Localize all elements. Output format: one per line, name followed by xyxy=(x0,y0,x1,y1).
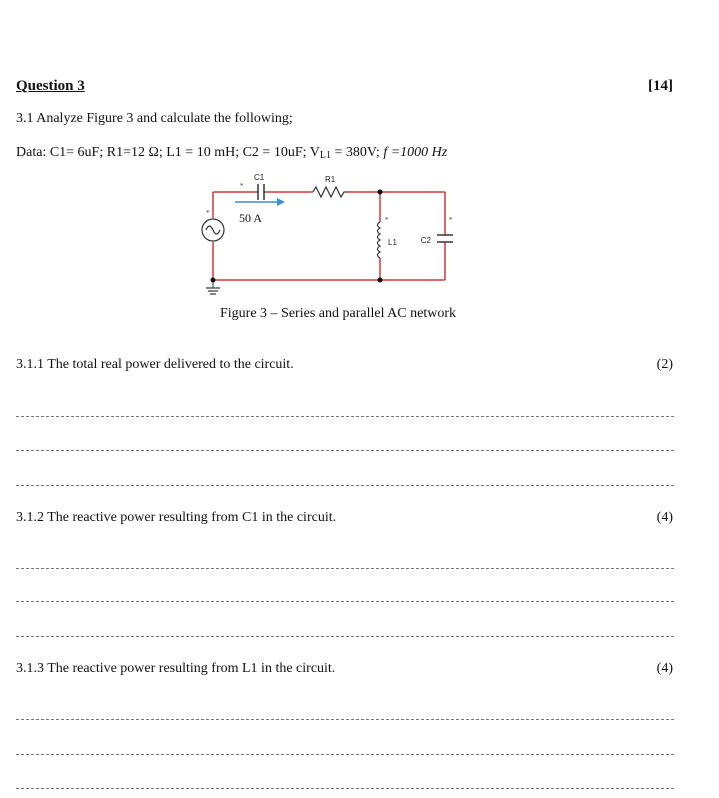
answer-line xyxy=(16,601,674,602)
circuit-diagram xyxy=(195,170,455,302)
figure-caption: Figure 3 – Series and parallel AC network xyxy=(220,306,457,321)
answer-line xyxy=(16,568,674,569)
ground-icon xyxy=(206,288,220,294)
subquestion-marks: (4) xyxy=(656,510,673,525)
current-label: 50 A xyxy=(239,211,263,225)
c1-label: C1 xyxy=(254,173,265,182)
subquestion-marks: (2) xyxy=(656,357,673,372)
svg-text:*: * xyxy=(240,182,244,190)
subquestion-text: 3.1.2 The reactive power resulting from C1 in the circuit. xyxy=(16,510,337,525)
svg-text:*: * xyxy=(385,216,389,224)
node-top xyxy=(378,190,383,195)
answer-line xyxy=(16,416,674,417)
subquestion-text: 3.1.1 The total real power delivered to the circuit. xyxy=(16,357,294,372)
data-frequency: f =1000 Hz xyxy=(383,145,448,160)
data-line xyxy=(16,145,447,161)
answer-line xyxy=(16,636,674,637)
node-bottom-mid xyxy=(378,278,383,283)
wires xyxy=(213,192,445,288)
r1-label: R1 xyxy=(325,175,336,184)
resistor-r1-icon xyxy=(313,187,347,197)
inductor-l1-icon xyxy=(378,216,390,258)
node-bottom-left xyxy=(211,278,216,283)
c2-label: C2 xyxy=(420,236,431,245)
data-subscript: L1 xyxy=(319,150,331,161)
total-marks: [14] xyxy=(648,78,673,94)
question-intro: 3.1 Analyze Figure 3 and calculate the following; xyxy=(16,111,293,126)
svg-text:*: * xyxy=(206,209,210,217)
answer-line xyxy=(16,450,674,451)
question-title: Question 3 xyxy=(16,78,85,94)
subquestion-text: 3.1.3 The reactive power resulting from L1 in the circuit. xyxy=(16,661,336,676)
svg-text:*: * xyxy=(449,216,453,224)
answer-line xyxy=(16,754,674,755)
subquestion-marks: (4) xyxy=(656,661,673,676)
answer-line xyxy=(16,788,674,789)
data-prefix: Data: C1= 6uF; R1=12 Ω; L1 = 10 mH; C2 = 10uF; V xyxy=(16,145,320,160)
answer-line xyxy=(16,719,674,720)
capacitor-c1-icon xyxy=(240,182,267,200)
answer-line xyxy=(16,485,674,486)
current-arrow-icon xyxy=(235,198,285,206)
data-mid: = 380V; xyxy=(330,145,384,160)
l1-label: L1 xyxy=(388,238,397,247)
